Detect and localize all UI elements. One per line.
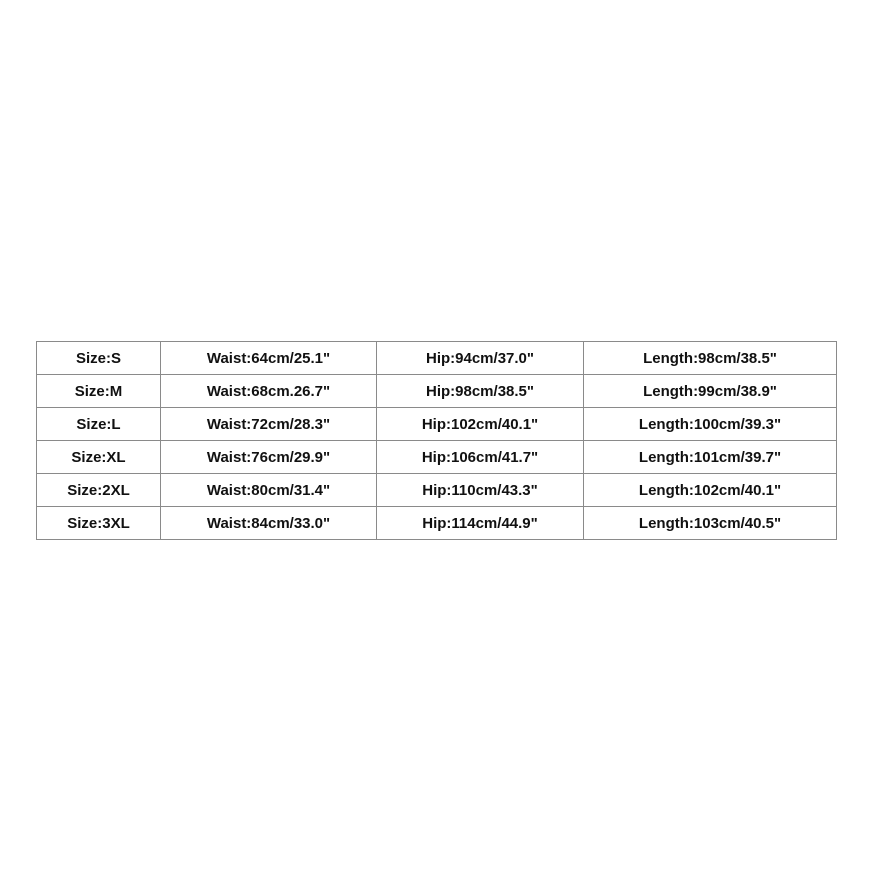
size-cell: Size:L — [37, 408, 161, 441]
waist-cell: Waist:72cm/28.3" — [161, 408, 377, 441]
waist-cell: Waist:68cm.26.7" — [161, 375, 377, 408]
waist-cell: Waist:80cm/31.4" — [161, 474, 377, 507]
size-cell: Size:M — [37, 375, 161, 408]
length-cell: Length:99cm/38.9" — [584, 375, 837, 408]
table-row — [37, 507, 837, 540]
size-cell: Size:XL — [37, 441, 161, 474]
waist-cell: Waist:76cm/29.9" — [161, 441, 377, 474]
length-cell: Length:100cm/39.3" — [584, 408, 837, 441]
waist-cell: Waist:64cm/25.1" — [161, 342, 377, 375]
hip-cell: Hip:94cm/37.0" — [377, 342, 584, 375]
size-chart-table — [36, 341, 837, 540]
table-row — [37, 408, 837, 441]
size-cell: Size:3XL — [37, 507, 161, 540]
hip-cell: Hip:98cm/38.5" — [377, 375, 584, 408]
hip-cell: Hip:102cm/40.1" — [377, 408, 584, 441]
hip-cell: Hip:114cm/44.9" — [377, 507, 584, 540]
table-row — [37, 375, 837, 408]
hip-cell: Hip:110cm/43.3" — [377, 474, 584, 507]
length-cell: Length:101cm/39.7" — [584, 441, 837, 474]
waist-cell: Waist:84cm/33.0" — [161, 507, 377, 540]
size-cell: Size:S — [37, 342, 161, 375]
hip-cell: Hip:106cm/41.7" — [377, 441, 584, 474]
size-cell: Size:2XL — [37, 474, 161, 507]
table-row — [37, 342, 837, 375]
table-row — [37, 441, 837, 474]
length-cell: Length:102cm/40.1" — [584, 474, 837, 507]
length-cell: Length:98cm/38.5" — [584, 342, 837, 375]
table-row — [37, 474, 837, 507]
length-cell: Length:103cm/40.5" — [584, 507, 837, 540]
